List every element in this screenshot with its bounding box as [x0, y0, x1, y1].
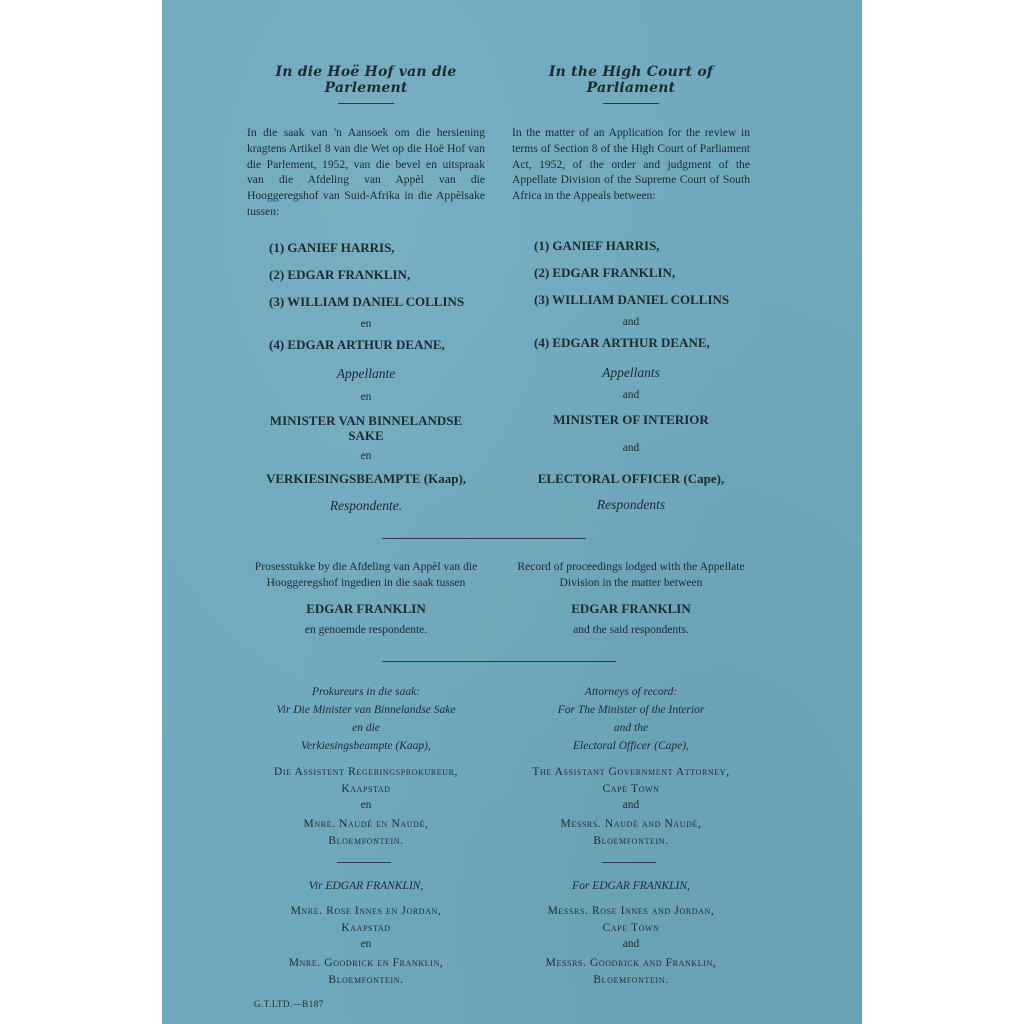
conj-af: en — [360, 391, 372, 403]
minister-af-2: SAKE — [348, 428, 384, 443]
appellant-4-en: (4) EDGAR ARTHUR DEANE, — [534, 335, 710, 350]
for-minister-af: Vir Die Minister van Binnelandse Sake — [276, 704, 456, 716]
divider — [602, 862, 656, 863]
record-afrikaans: Prosesstukke by die Afdeling van Appèl van die Hooggeregshof ingedien in die saak tussen — [254, 560, 478, 589]
conj-en: and — [622, 799, 640, 811]
for-minister-af-2: en die — [352, 722, 380, 734]
conj-en: and — [622, 442, 640, 454]
attorneys-title-en: Attorneys of record: — [584, 686, 678, 698]
city-1-af: Kaapstad — [341, 783, 391, 795]
firm-2-af: Mnre. Naudé en Naudé, — [303, 818, 429, 830]
firm-1-af: Die Assistent Regeringsprokureur, — [273, 766, 459, 778]
document-page — [162, 0, 862, 1024]
divider — [338, 103, 394, 104]
appellant-1-af: (1) GANIEF HARRIS, — [269, 240, 395, 255]
record-name-en: EDGAR FRANKLIN — [571, 601, 691, 616]
conj-en: and — [622, 316, 640, 328]
firm-2-en: Messrs. Naudé and Naudé, — [560, 818, 702, 830]
appellants-label-en: Appellants — [602, 365, 660, 380]
minister-af-1: MINISTER VAN BINNELANDSE — [269, 413, 463, 428]
firm-4-en: Messrs. Goodrick and Franklin, — [545, 957, 717, 969]
for-franklin-en: For EDGAR FRANKLIN, — [572, 880, 690, 892]
record-after-af: en genoemde respondente. — [304, 624, 428, 636]
conj-en: and — [622, 389, 640, 401]
section-divider — [382, 538, 586, 539]
conj-en: and — [622, 938, 640, 950]
appellants-label-af: Appellante — [336, 366, 396, 381]
appellant-2-af: (2) EDGAR FRANKLIN, — [269, 267, 411, 282]
city-4-af: Bloemfontein. — [328, 974, 404, 986]
attorneys-title-af: Prokureurs in die saak: — [311, 686, 421, 698]
for-minister-en-2: and the — [613, 722, 649, 734]
intro-afrikaans: In die saak van 'n Aansoek om die hersiening kragtens Artikel 8 van die Wet op die Hoë Hof van die Parlement, 1952, van die bevel en uitspraak van die Afdeling van Appèl van die Hooggeregshof van Suid-Afrika in die Appèlsake tussen: — [247, 126, 485, 218]
city-2-en: Bloemfontein. — [593, 835, 669, 847]
divider — [603, 103, 659, 104]
record-name-af: EDGAR FRANKLIN — [306, 601, 426, 616]
city-1-en: Cape Town — [602, 783, 660, 795]
conj-af: en — [360, 450, 372, 462]
for-minister-en-3: Electoral Officer (Cape), — [573, 740, 689, 752]
conj-af: en — [360, 938, 372, 950]
city-4-en: Bloemfontein. — [593, 974, 669, 986]
heading-afrikaans: In die Hoë Hof van die Parlement — [275, 64, 457, 96]
record-after-en: and the said respondents. — [573, 624, 689, 636]
conj-af: en — [360, 799, 372, 811]
appellant-2-en: (2) EDGAR FRANKLIN, — [534, 265, 676, 280]
officer-af: VERKIESINGSBEAMPTE (Kaap), — [265, 471, 467, 486]
divider — [337, 862, 391, 863]
respondents-label-en: Respondents — [596, 497, 666, 512]
appellant-4-af: (4) EDGAR ARTHUR DEANE, — [269, 337, 445, 352]
firm-3-af: Mnre. Rose Innes en Jordan, — [290, 905, 442, 917]
appellant-3-af: (3) WILLIAM DANIEL COLLINS — [269, 294, 465, 309]
officer-en: ELECTORAL OFFICER (Cape), — [537, 471, 725, 486]
city-2-af: Bloemfontein. — [328, 835, 404, 847]
for-franklin-af: Vir EDGAR FRANKLIN, — [308, 880, 424, 892]
appellant-1-en: (1) GANIEF HARRIS, — [534, 238, 660, 253]
for-minister-af-3: Verkiesingsbeampte (Kaap), — [301, 740, 431, 752]
respondents-label-af: Respondente. — [329, 498, 403, 513]
section-divider — [382, 661, 616, 662]
appellant-3-en: (3) WILLIAM DANIEL COLLINS — [534, 292, 730, 307]
for-minister-en: For The Minister of the Interior — [557, 704, 705, 716]
heading-english: In the High Court of Parliament — [548, 64, 714, 96]
intro-english: In the matter of an Application for the review in terms of Section 8 of the High Court of Parliament Act, 1952, of the order and judgment of the Appellate Division of the Supreme Court of South Africa in the Appeals between: — [512, 126, 750, 203]
firm-1-en: The Assistant Government Attorney, — [532, 766, 730, 778]
city-3-en: Cape Town — [602, 922, 660, 934]
firm-3-en: Messrs. Rose Innes and Jordan, — [547, 905, 715, 917]
conj-af: en — [360, 318, 372, 330]
record-english: Record of proceedings lodged with the Appellate Division in the matter between — [517, 560, 745, 589]
printer-imprint: G.T.LTD.—B187 — [254, 999, 324, 1009]
minister-en: MINISTER OF INTERIOR — [553, 412, 709, 427]
city-3-af: Kaapstad — [341, 922, 391, 934]
firm-4-af: Mnre. Goodrick en Franklin, — [288, 957, 444, 969]
